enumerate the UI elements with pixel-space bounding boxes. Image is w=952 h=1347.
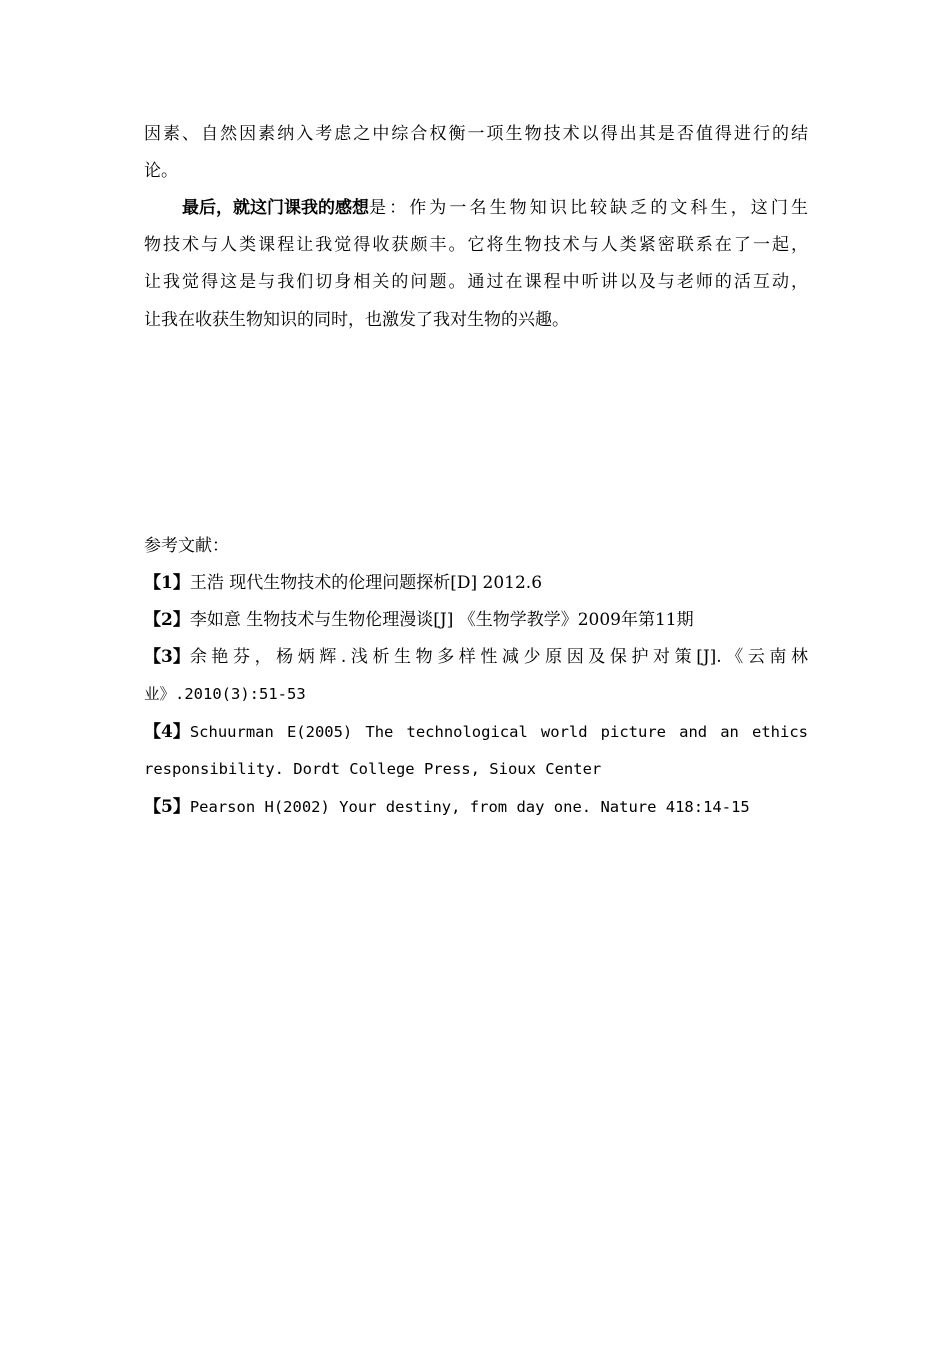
reference-text-continuation: responsibility. Dordt College Press, Sioux Center (144, 760, 602, 778)
reference-text: Pearson H(2002) Your destiny, from day one. Nature 418:14-15 (189, 798, 750, 816)
reference-item-2 (144, 609, 808, 631)
reference-text: 王浩 现代生物技术的伦理问题探析[D] 2012.6 (189, 573, 543, 593)
reference-item-1 (144, 572, 808, 594)
paragraph-2-line-3: 让我觉得这是与我们切身相关的问题。通过在课程中听讲以及与老师的活互动， (144, 272, 808, 292)
reference-text: Schuurman E(2005) The technological world picture and an ethics (189, 723, 808, 741)
paragraph-2-line-1 (182, 197, 808, 219)
reference-item-4-continuation (144, 758, 808, 780)
paragraph-1-line-1: 因素、自然因素纳入考虑之中综合权衡一项生物技术以得出其是否值得进行的结 (144, 124, 808, 144)
paragraph-2-line-4: 让我在收获生物知识的同时，也激发了我对生物的兴趣。 (144, 310, 569, 330)
reference-text-continuation: 业》.2010(3):51-53 (144, 685, 306, 703)
reference-item-3-continuation (144, 683, 808, 705)
reference-marker: 【3】 (144, 647, 190, 667)
paragraph-1-line-2: 论。 (144, 161, 178, 181)
reference-item-4 (144, 721, 808, 743)
reference-marker: 【5】 (144, 797, 190, 817)
reference-item-3 (144, 646, 808, 668)
reference-marker: 【1】 (144, 573, 190, 593)
paragraph-2-line-1-rest: 是：作为一名生物知识比较缺乏的文科生，这门生 (369, 198, 808, 218)
paragraph-2-line-2: 物技术与人类课程让我觉得收获颇丰。它将生物技术与人类紧密联系在了一起， (144, 235, 808, 255)
reference-marker: 【4】 (144, 722, 190, 742)
references-heading: 参考文献： (144, 536, 229, 556)
reference-text: 李如意 生物技术与生物伦理漫谈[J] 《生物学教学》2009年第11期 (189, 610, 694, 630)
reference-text: 余艳芬，杨炳辉.浅析生物多样性减少原因及保护对策[J].《云南林 (189, 647, 808, 667)
reference-item-5 (144, 796, 808, 818)
reference-marker: 【2】 (144, 610, 190, 630)
paragraph-2-bold-lead: 最后，就这门课我的感想 (182, 198, 369, 218)
